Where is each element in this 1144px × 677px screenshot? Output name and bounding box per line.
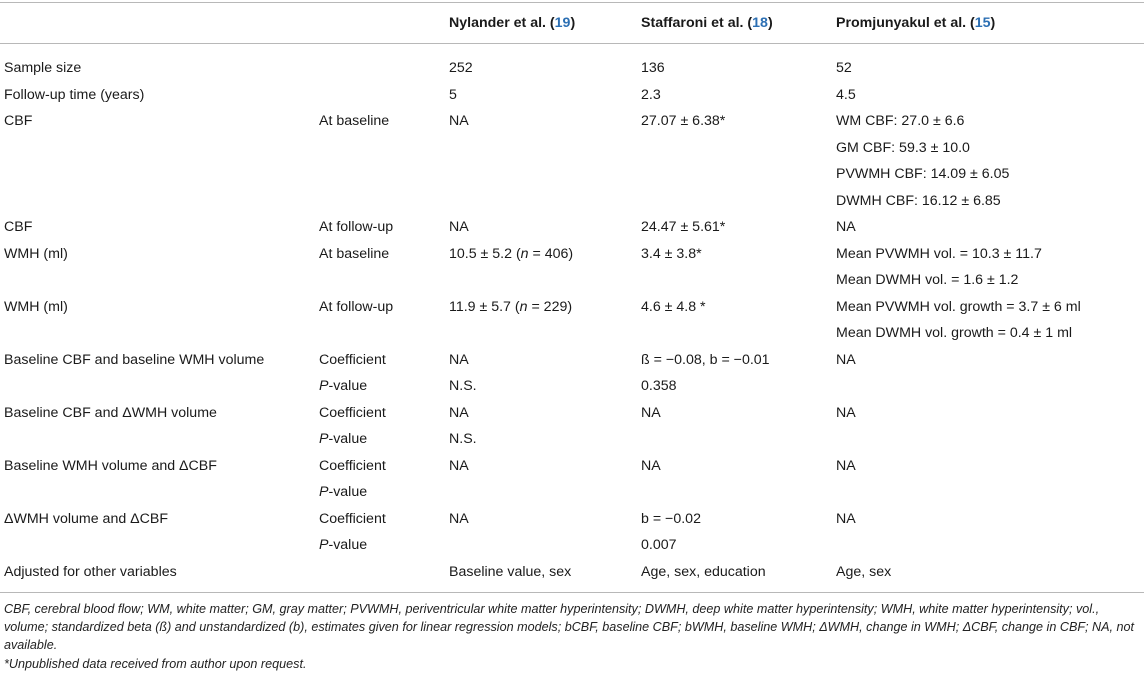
table-cell: NA: [449, 510, 469, 527]
table-cell: NA: [449, 351, 469, 368]
data-table: [0, 2, 1144, 593]
table-cell: NA: [641, 404, 661, 421]
table-cell: At baseline: [319, 245, 390, 262]
table-cell: [445, 479, 637, 506]
table-cell: ΔWMH volume and ΔCBF: [4, 510, 169, 527]
header-cell-nylander: Nylander et al. (19): [445, 3, 637, 44]
table-row: [0, 214, 1144, 241]
table-cell: [0, 267, 315, 294]
table-cell: 52: [836, 60, 852, 76]
footnote-unpublished: *Unpublished data received from author upon request.: [4, 656, 307, 671]
table-cell: NA: [836, 457, 856, 474]
table-cell: [0, 532, 315, 559]
table-row: [0, 267, 1144, 294]
table-cell: WMH (ml): [4, 298, 68, 315]
table-row: [0, 426, 1144, 453]
table-cell: Follow-up time (years): [4, 86, 145, 103]
table-cell: [832, 532, 1144, 559]
table-cell: 24.47 ± 5.61*: [641, 219, 726, 235]
table-row: [0, 373, 1144, 400]
table-row: [0, 294, 1144, 321]
table-cell: Mean DWMH vol. = 1.6 ± 1.2: [836, 272, 1019, 288]
footnote-abbreviations: CBF, cerebral blood flow; WM, white matter; GM, gray matter; PVWMH, periventricular white matter hyperintensity; DWMH, deep white matter hyperintensity; WMH, white matter hyperintensity; vol., volume; standardized beta (ß) and unstandardized (b), estimates given for linear regression models; bCBF, baseline CBF; bWMH, baseline WMH; ΔWMH, change in WMH; ΔCBF, change in CBF; NA, not available.: [4, 602, 1135, 653]
table-cell: Coefficient: [319, 510, 386, 527]
table-cell: Age, sex: [832, 559, 1144, 593]
table-cell: NA: [836, 510, 856, 527]
table-cell: Coefficient: [319, 351, 386, 368]
table-cell: Mean DWMH vol. growth = 0.4 ± 1 ml: [836, 325, 1073, 341]
table-cell: [832, 426, 1144, 453]
table-cell: 27.07 ± 6.38*: [641, 113, 726, 129]
table-cell: PVWMH CBF: 14.09 ± 6.05: [836, 166, 1010, 182]
table-cell: NA: [641, 457, 661, 474]
table-row: [0, 320, 1144, 347]
table-cell: NA: [836, 219, 856, 235]
table-cell: GM CBF: 59.3 ± 10.0: [836, 139, 970, 156]
table-row: [0, 506, 1144, 533]
table-cell: 10.5 ± 5.2 (n = 406): [449, 245, 574, 262]
table-cell: P-value: [319, 378, 368, 394]
table-cell: Age, sex, education: [637, 559, 832, 593]
table-cell: [315, 188, 445, 215]
table-cell: [832, 479, 1144, 506]
table-cell: NA: [836, 404, 856, 421]
table-body: [0, 44, 1144, 593]
table-cell: b = −0.02: [641, 510, 701, 527]
table-cell: [637, 188, 832, 215]
table-row: [0, 532, 1144, 559]
table-row: [0, 44, 1144, 82]
citation-link[interactable]: 18: [752, 15, 768, 31]
table-row: [0, 479, 1144, 506]
table-row: [0, 161, 1144, 188]
table-row: [0, 135, 1144, 162]
table-cell: [315, 559, 445, 593]
table-cell: CBF: [4, 113, 33, 129]
table-cell: [832, 373, 1144, 400]
table-cell: [445, 161, 637, 188]
table-cell: At follow-up: [319, 219, 394, 235]
table-cell: DWMH CBF: 16.12 ± 6.85: [836, 192, 1001, 209]
citation-link[interactable]: 15: [974, 15, 991, 31]
header-cell-label: [0, 3, 315, 44]
header-cell-promjunyakul: Promjunyakul et al. (15): [832, 3, 1144, 44]
citation-link[interactable]: 19: [554, 15, 571, 31]
table-cell: At baseline: [319, 113, 390, 129]
table-cell: N.S.: [449, 431, 477, 447]
table-cell: NA: [836, 351, 856, 368]
table-cell: [315, 82, 445, 109]
table-cell: [0, 135, 315, 162]
table-row: [0, 188, 1144, 215]
table-cell: WM CBF: 27.0 ± 6.6: [836, 113, 965, 129]
table-cell: Sample size: [4, 60, 82, 76]
header-cell-sublabel: [315, 3, 445, 44]
table-cell: [315, 320, 445, 347]
table-cell: NA: [449, 219, 469, 235]
table-cell: [0, 426, 315, 453]
table-footnotes: [4, 600, 1140, 673]
table-cell: [0, 373, 315, 400]
table-cell: 4.6 ± 4.8 *: [641, 298, 706, 315]
table-cell: [637, 426, 832, 453]
table-row: [0, 108, 1144, 135]
table-cell: [637, 320, 832, 347]
table-cell: [0, 161, 315, 188]
table-cell: Coefficient: [319, 404, 386, 421]
table-cell: [0, 320, 315, 347]
header-row: [0, 3, 1144, 44]
table-row: [0, 559, 1144, 593]
table-row: [0, 453, 1144, 480]
table-cell: Baseline CBF and ΔWMH volume: [4, 404, 217, 421]
table-cell: Mean PVWMH vol. = 10.3 ± 11.7: [836, 245, 1042, 262]
table-cell: NA: [449, 404, 469, 421]
table-cell: Adjusted for other variables: [0, 559, 315, 593]
table-row: [0, 241, 1144, 268]
table-cell: Baseline WMH volume and ΔCBF: [4, 457, 217, 474]
table-cell: 0.358: [641, 378, 677, 394]
table-row: [0, 400, 1144, 427]
table-cell: At follow-up: [319, 298, 394, 315]
table-cell: 136: [641, 60, 665, 76]
table-cell: [637, 161, 832, 188]
table-cell: P-value: [319, 537, 368, 553]
table-cell: Coefficient: [319, 457, 386, 474]
table-cell: 2.3: [641, 86, 661, 103]
table-cell: [0, 188, 315, 215]
table-cell: [445, 188, 637, 215]
table-cell: [315, 267, 445, 294]
table-cell: Baseline CBF and baseline WMH volume: [4, 351, 265, 368]
table-cell: 4.5: [836, 86, 856, 103]
table-cell: ß = −0.08, b = −0.01: [641, 351, 770, 368]
table-cell: [637, 479, 832, 506]
table-cell: P-value: [319, 484, 368, 500]
table-cell: Mean PVWMH vol. growth = 3.7 ± 6 ml: [836, 298, 1081, 315]
table-cell: [315, 161, 445, 188]
table-cell: [445, 320, 637, 347]
table-cell: [637, 135, 832, 162]
table-cell: CBF: [4, 219, 33, 235]
table-cell: [445, 532, 637, 559]
table-cell: WMH (ml): [4, 245, 68, 262]
table-cell: P-value: [319, 431, 368, 447]
table-row: [0, 347, 1144, 374]
table-cell: 3.4 ± 3.8*: [641, 245, 702, 262]
table-cell: [445, 135, 637, 162]
table-cell: NA: [449, 113, 469, 129]
header-cell-staffaroni: Staffaroni et al. (18): [637, 3, 832, 44]
table-cell: 11.9 ± 5.7 (n = 229): [449, 298, 573, 315]
table-cell: 252: [449, 60, 473, 76]
table-cell: Baseline value, sex: [445, 559, 637, 593]
table-cell: N.S.: [449, 378, 477, 394]
table-cell: [445, 267, 637, 294]
table-cell: NA: [449, 457, 469, 474]
table-cell: [0, 479, 315, 506]
table-cell: 5: [449, 86, 457, 103]
table-cell: [315, 135, 445, 162]
table-cell: 0.007: [641, 537, 677, 553]
table-cell: [637, 267, 832, 294]
table-cell: [315, 44, 445, 82]
table-row: [0, 82, 1144, 109]
